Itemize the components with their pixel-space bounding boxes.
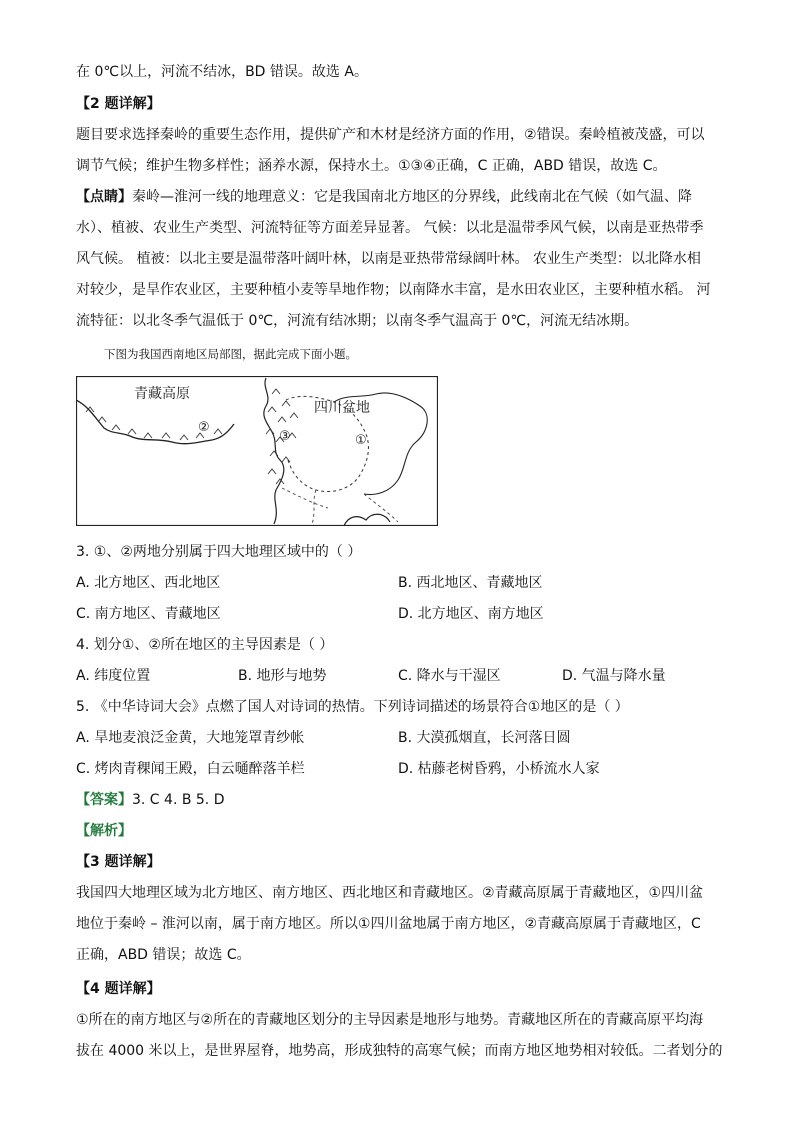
q3-option-b[interactable]: B. 西北地区、青藏地区	[398, 575, 543, 591]
q3-option-a[interactable]: A. 北方地区、西北地区	[76, 575, 221, 591]
southwest-china-map	[76, 376, 438, 526]
label-qinghai-plateau: 青藏高原	[134, 385, 190, 401]
q4-option-d[interactable]: D. 气温与降水量	[562, 668, 666, 684]
map-mark-1: ①	[355, 433, 367, 448]
text-line: 调节气候；维护生物多样性；涵养水源，保持水土。①③④正确，C 正确，ABD 错误，故选 C。	[76, 158, 667, 174]
text-line: ①所在的南方地区与②所在的青藏地区划分的主导因素是地形与地势。青藏地区所在的青藏高原平均海	[76, 1012, 704, 1028]
question-3-stem: 3. ①、②两地分别属于四大地理区域中的（ ）	[76, 544, 362, 560]
section-heading-2: 【2 题详解】	[76, 96, 161, 112]
q5-option-b[interactable]: B. 大漠孤烟直，长河落日圆	[398, 730, 571, 746]
text-line: 对较少，是旱作农业区，主要种植小麦等旱地作物；以南降水丰富，是水田农业区，主要种植水稻。 河	[76, 282, 711, 298]
q3-option-d[interactable]: D. 北方地区、南方地区	[398, 606, 544, 622]
analysis-label: 【解析】	[76, 823, 132, 839]
answer-line	[76, 790, 224, 810]
q5-option-c[interactable]: C. 烤肉青稞闻王殿，白云嗵醉落羊栏	[76, 761, 305, 777]
text-line: 题目要求选择秦岭的重要生态作用，提供矿产和木材是经济方面的作用，②错误。秦岭植被茂盛，可以	[76, 127, 705, 143]
question-4-stem: 4. 划分①、②所在地区的主导因素是（ ）	[76, 637, 334, 653]
text-line: 地位于秦岭 – 淮河以南，属于南方地区。所以①四川盆地属于南方地区，②青藏高原属于青藏地区，C	[76, 916, 701, 932]
text-line: 拔在 4000 米以上，是世界屋脊，地势高，形成独特的高寒气候；而南方地区地势相对较低。二者划分的	[76, 1043, 723, 1059]
tip-text: 秦岭—淮河一线的地理意义：它是我国南北方地区的分界线，此线南北在气候（如气温、降	[132, 189, 692, 205]
q4-option-b[interactable]: B. 地形与地势	[238, 668, 327, 684]
answer-label: 【答案】	[76, 792, 132, 808]
text-line: 在 0℃以上，河流不结冰，BD 错误。故选 A。	[76, 64, 368, 80]
map-mark-3: ③	[279, 429, 291, 444]
text-line: 我国四大地理区域为北方地区、南方地区、西北地区和青藏地区。②青藏高原属于青藏地区，①四川盆	[76, 885, 704, 901]
section-heading-3: 【3 题详解】	[76, 854, 161, 870]
map-svg	[76, 376, 438, 526]
text-line: 流特征：以北冬季气温低于 0℃，河流有结冰期；以南冬季气温高于 0℃，河流无结冰期。	[76, 313, 639, 329]
q4-option-a[interactable]: A. 纬度位置	[76, 668, 151, 684]
question-5-stem: 5. 《中华诗词大会》点燃了国人对诗词的热情。下列诗词描述的场景符合①地区的是（ ）	[76, 699, 629, 715]
q5-option-d[interactable]: D. 枯藤老树昏鸦，小桥流水人家	[398, 761, 600, 777]
text-line: 风气候。 植被：以北主要是温带落叶阔叶林，以南是亚热带常绿阔叶林。 农业生产类型：以北降水相	[76, 251, 701, 267]
q5-option-a[interactable]: A. 旱地麦浪泛金黄，大地笼罩青纱帐	[76, 730, 305, 746]
map-mark-2: ②	[198, 420, 210, 435]
figure-caption: 下图为我国西南地区局部图，据此完成下面小题。	[104, 347, 357, 361]
tip-label: 【点睛】	[76, 189, 132, 205]
map-frame	[77, 377, 438, 526]
tip-line	[76, 187, 692, 207]
label-sichuan-basin: 四川盆地	[314, 399, 370, 415]
q4-option-c[interactable]: C. 降水与干湿区	[398, 668, 501, 684]
answer-values: 3. C 4. B 5. D	[132, 792, 225, 808]
q3-option-c[interactable]: C. 南方地区、青藏地区	[76, 606, 221, 622]
text-line: 水）、植被、农业生产类型、河流特征等方面差异显著。 气候：以北是温带季风气候，以南是亚热带季	[76, 220, 704, 236]
section-heading-4: 【4 题详解】	[76, 981, 161, 997]
text-line: 正确，ABD 错误；故选 C。	[76, 947, 251, 963]
